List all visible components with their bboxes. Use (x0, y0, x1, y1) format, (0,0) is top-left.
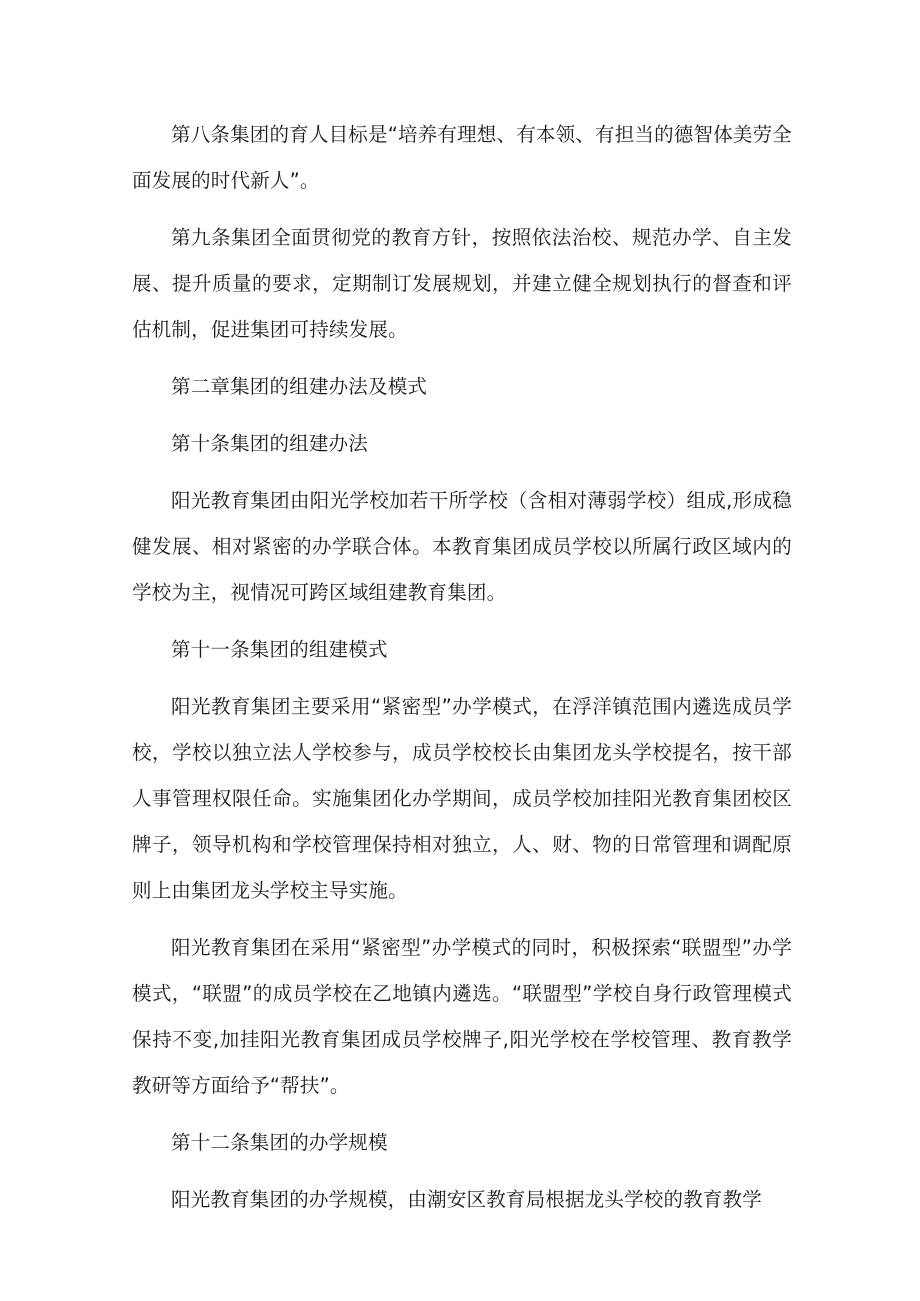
chapter-2-heading: 第二章集团的组建办法及模式 (171, 375, 428, 398)
article-11-heading: 第十一条集团的组建模式 (171, 638, 388, 661)
article-11-paragraph-2: 阳光教育集团在采用“紧密型”办学模式的同时，积极探索“联盟型”办学模式，“联盟”的成员学校在乙地镇内遴选。“联盟型”学校自身行政管理模式保持不变,加挂阳光教育集团成员学校牌子,阳光学校在学校管理、教育教学教研等方面给予“帮扶”。 (132, 936, 792, 1097)
article-8-paragraph: 第八条集团的育人目标是“培养有理想、有本领、有担当的德智体美劳全面发展的时代新人”。 (132, 123, 793, 192)
article-12-heading: 第十二条集团的办学规模 (171, 1131, 388, 1154)
article-10-heading: 第十条集团的组建办法 (171, 432, 369, 455)
document-body (132, 112, 792, 1234)
article-11-paragraph-1: 阳光教育集团主要采用“紧密型”办学模式，在浮洋镇范围内遴选成员学校，学校以独立法人学校参与，成员学校校长由集团龙头学校提名，按干部人事管理权限任命。实施集团化办学期间，成员学校加挂阳光教育集团校区牌子，领导机构和学校管理保持相对独立，人、财、物的日常管理和调配原则上由集团龙头学校主导实施。 (132, 695, 792, 902)
article-10-paragraph: 阳光教育集团由阳光学校加若干所学校（含相对薄弱学校）组成,形成稳健发展、相对紧密的办学联合体。本教育集团成员学校以所属行政区域内的学校为主，视情况可跨区域组建教育集团。 (132, 489, 792, 604)
article-9-paragraph: 第九条集团全面贯彻党的教育方针，按照依法治校、规范办学、自主发展、提升质量的要求，定期制订发展规划，并建立健全规划执行的督查和评估机制，促进集团可持续发展。 (132, 226, 792, 341)
article-12-paragraph: 阳光教育集团的办学规模，由潮安区教育局根据龙头学校的教育教学 (171, 1188, 763, 1211)
